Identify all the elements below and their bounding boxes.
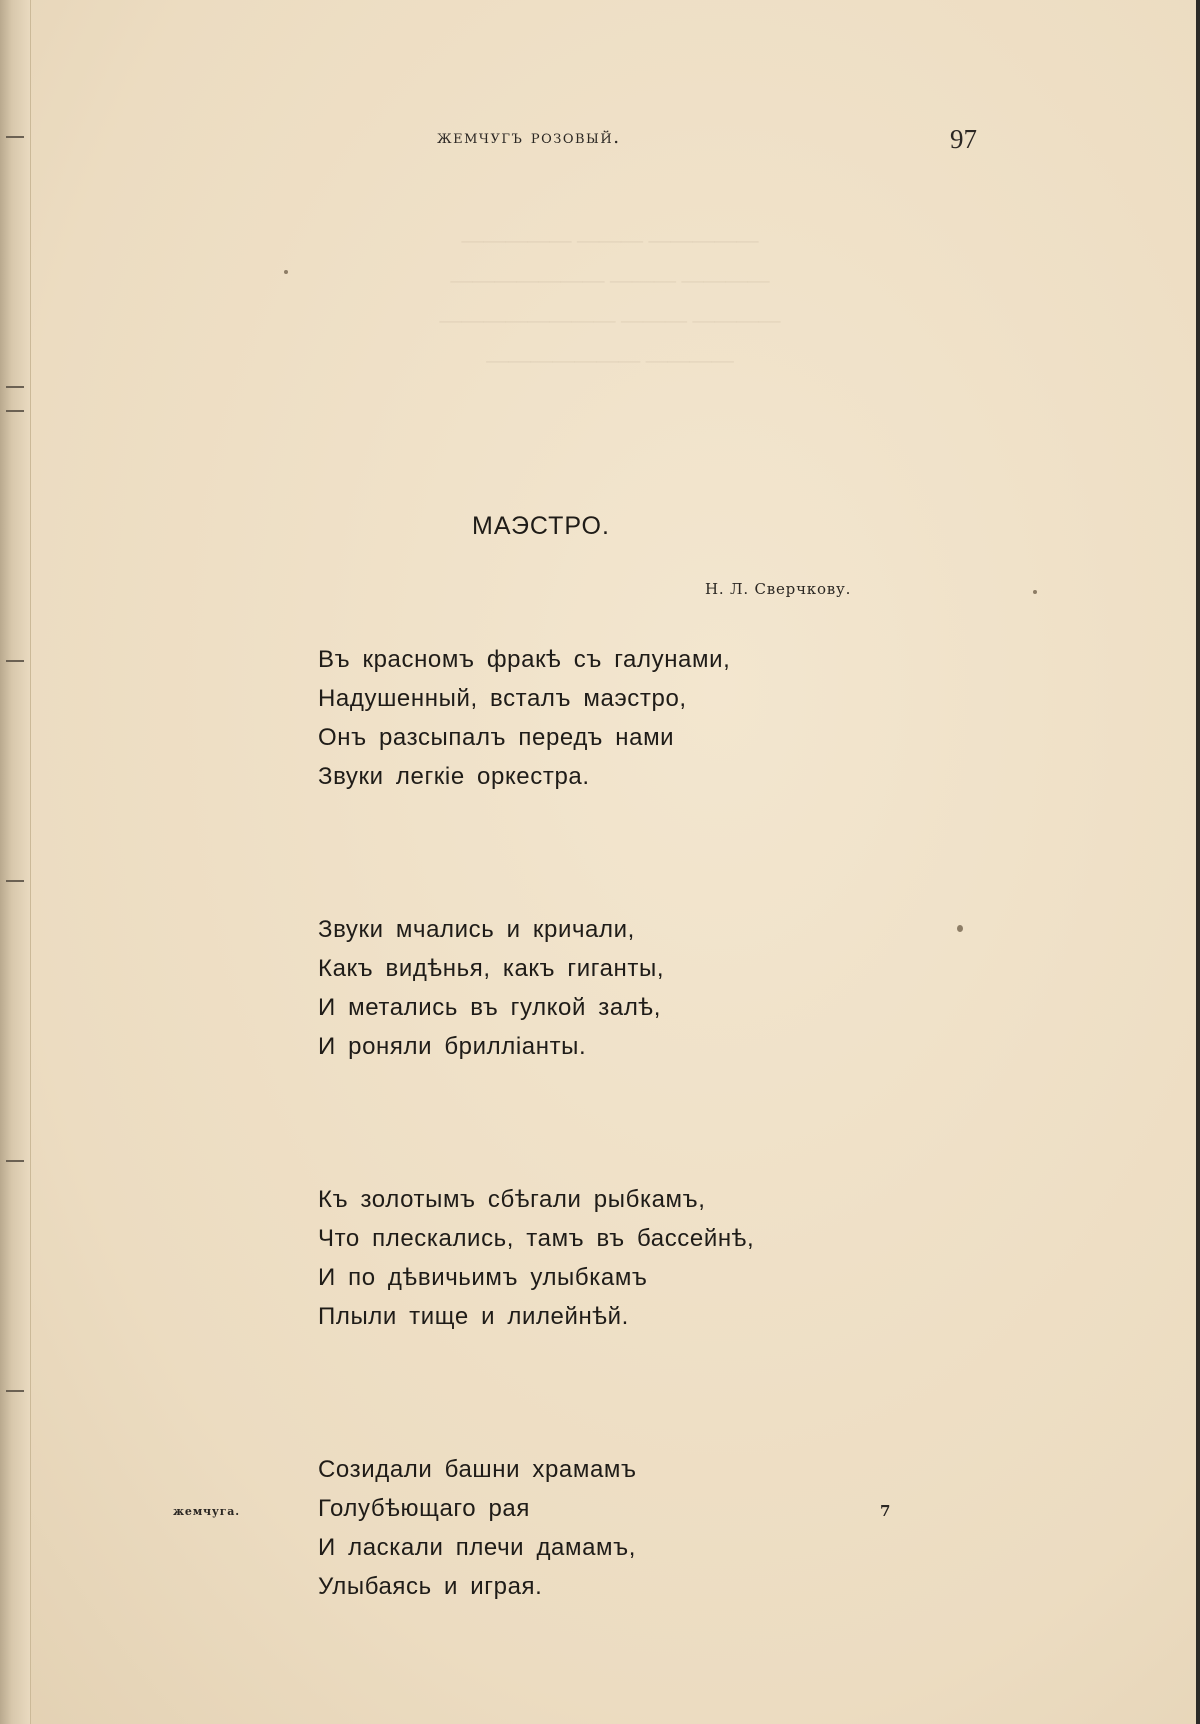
verse-line: Плыли тище и лилейнѣй. (318, 1303, 629, 1330)
binding-stitch (6, 136, 24, 138)
verse-line: И ласкали плечи дамамъ, (318, 1534, 637, 1561)
verse-line: Въ красномъ фракѣ съ галунами, (318, 646, 731, 673)
running-head: жемчугъ розовый. (437, 126, 621, 148)
page-edge (1196, 0, 1200, 1724)
verse-line: Улыбаясь и играя. (318, 1573, 543, 1600)
verse-line: Что плескались, тамъ въ бассейнѣ, (318, 1225, 755, 1252)
page-number: 97 (950, 124, 977, 154)
verse-line: И метались въ гулкой залѣ, (318, 994, 661, 1021)
verse-line: Звуки мчались и кричали, (318, 916, 635, 943)
paper-speck (284, 270, 288, 274)
verse-line: Какъ видѣнья, какъ гиганты, (318, 955, 665, 982)
poem-body (318, 640, 878, 1606)
printer-signature-mark: жемчуга. (173, 1505, 240, 1518)
verse-line: И роняли брилліанты. (318, 1033, 587, 1060)
stanza (318, 1450, 878, 1606)
binding-stitch (6, 660, 24, 662)
paper-speck (1033, 590, 1037, 594)
verse-line: Созидали башни храмамъ (318, 1456, 637, 1483)
binding-stitch (6, 880, 24, 882)
verse-line: Звуки легкіе оркестра. (318, 763, 590, 790)
verse-line: Надушенный, всталъ маэстро, (318, 685, 687, 712)
binding-stitch (6, 410, 24, 412)
verse-line: Голубѣющаго рая (318, 1495, 530, 1522)
binding-stitch (6, 386, 24, 388)
bleed-through-text: ————— ——— ————— ———— ——— ——————— ———— ——— ———————— ———— ——————— (439, 227, 781, 372)
stanza (318, 1180, 878, 1336)
poem-title: МАЭСТРО. (472, 512, 610, 540)
verse-line: И по дѣвичьимъ улыбкамъ (318, 1264, 648, 1291)
verse-line: Къ золотымъ сбѣгали рыбкамъ, (318, 1186, 706, 1213)
stanza (318, 640, 878, 796)
binding-stitch (6, 1390, 24, 1392)
book-gutter (0, 0, 31, 1724)
verse-line: Онъ разсыпалъ передъ нами (318, 724, 675, 751)
paper-speck (957, 925, 963, 932)
binding-stitch (6, 1160, 24, 1162)
stanza (318, 910, 878, 1066)
poem-dedication: Н. Л. Сверчкову. (705, 580, 852, 598)
printer-signature-number: 7 (880, 1502, 891, 1520)
